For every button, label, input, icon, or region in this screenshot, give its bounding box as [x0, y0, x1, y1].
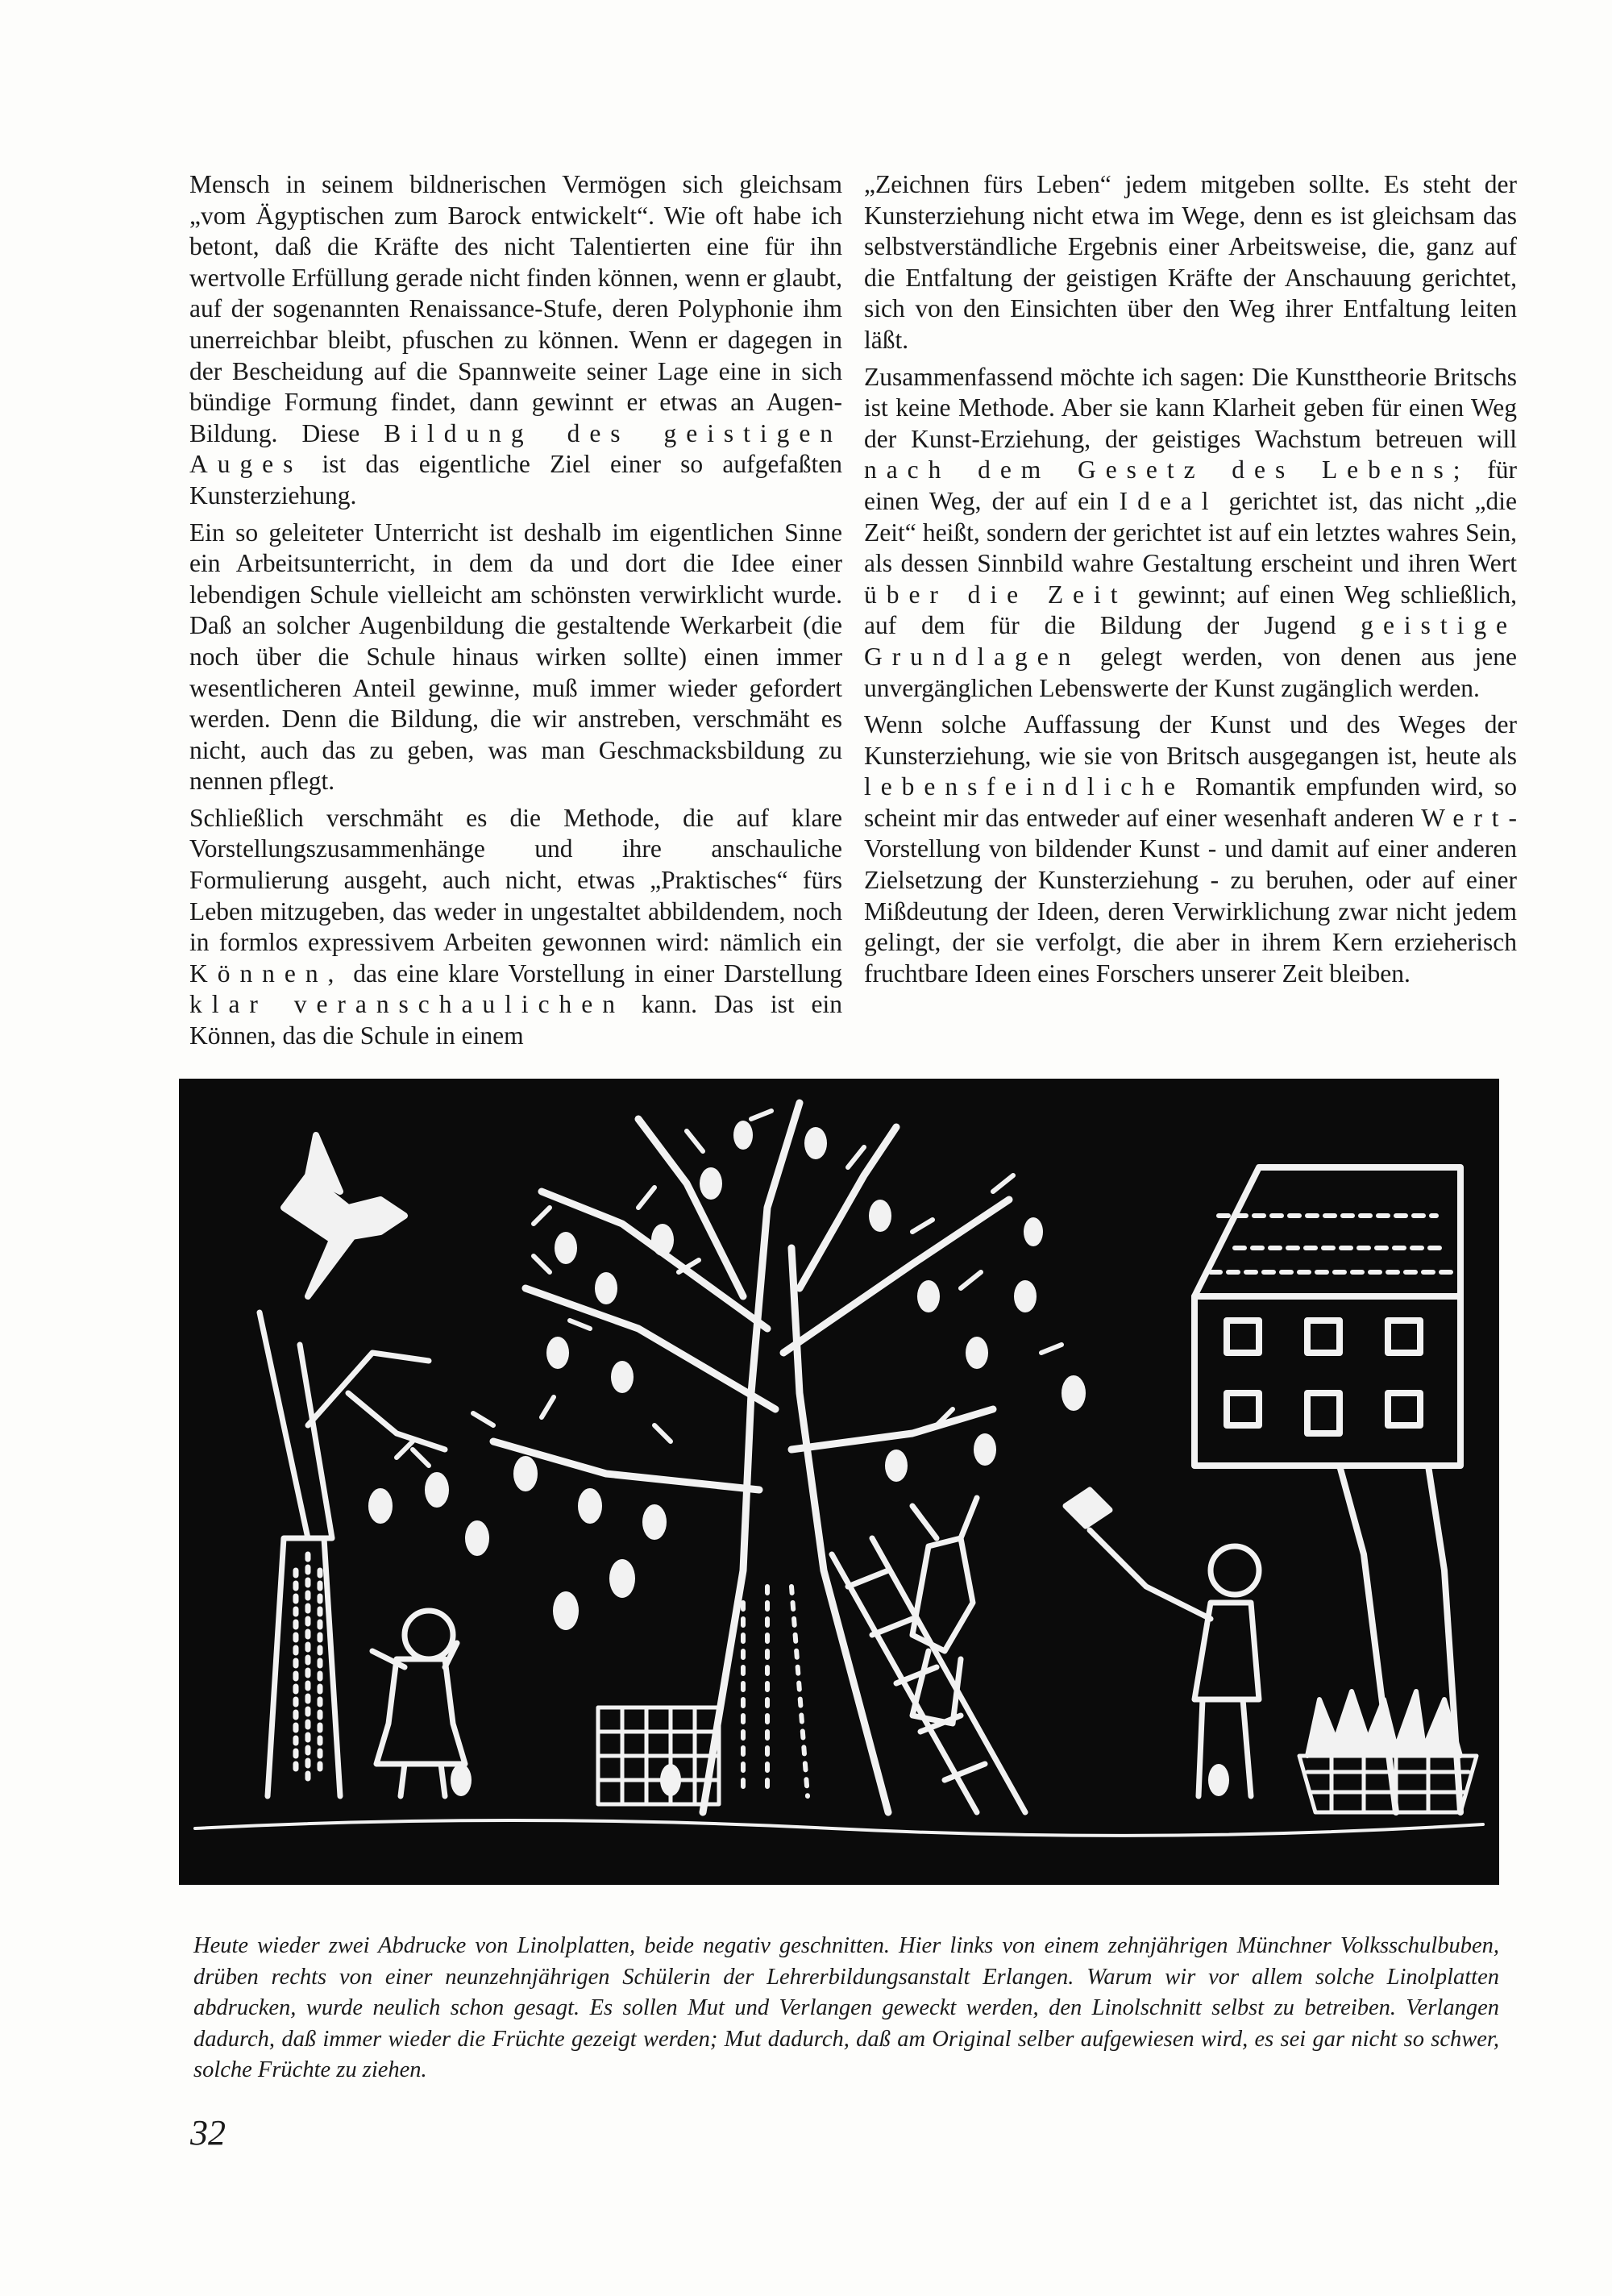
left-column: [189, 169, 842, 1058]
emphasis-spaced: Ideal: [1119, 486, 1219, 515]
left-paragraph-2: Ein so geleiteter Unterricht ist deshalb im eigentlichen Sinne ein Arbeitsunterricht, in dem da und dort die Idee einer lebendigen Schule vielleicht am schönsten verwirklicht wurde. Daß an solcher Augenbildung die gestaltende Werkarbeit (die noch über die Schule hinaus wirken sollte) einen immer wesentlicheren Anteil gewinne, muß immer wieder gefordert werden. Denn die Bildung, die wir anstreben, verschmäht es nicht, auch das zu geben, was man Geschmacksbildung zu nennen pflegt.: [189, 518, 842, 796]
emphasis-spaced: geistige Grundlagen: [864, 611, 1518, 671]
emphasis-spaced: lebensfeindliche: [864, 772, 1185, 801]
emphasis-spaced: Bildung des geistigen Auges: [189, 418, 842, 479]
emphasis-spaced: Können,: [189, 959, 344, 988]
figure-caption: Heute wieder zwei Abdrucke von Linolplatten, beide negativ geschnitten. Hier links von einem zehnjährigen Münchner Volksschulbuben, drüben rechts von einer neunzehnjährigen Schülerin der Lehrerbildungsanstalt Erlangen. Warum wir vor allem solche Linolplatten abdrucken, wurde neulich schon gesagt. Es sollen Mut und Verlangen geweckt werden, den Linolschnitt selbst zu betreiben. Verlangen dadurch, daß immer wieder die Früchte gezeigt werden; Mut dadurch, daß am Original selber aufgewiesen wird, es sei gar nicht so schwer, solche Früchte zu ziehen.: [193, 1933, 1499, 2082]
right-paragraph-3: Wenn solche Auffassung der Kunst und des Weges der Kunsterziehung, wie sie von Britsch ausgegangen ist, heute als lebensfeindliche Romantik empfunden wird, so scheint mir das entweder auf einer wesenhaft anderen Wert-Vorstellung von bildender Kunst - und damit auf einer anderen Zielsetzung der Kunsterziehung - zu beruhen, oder auf einer Mißdeutung der Ideen, deren Verwirklichung zwar nicht jedem gelingt, der sie verfolgt, die aber in ihrem Kern erzieherisch fruchtbare Ideen eines Forschers unserer Zeit bleiben.: [864, 710, 1517, 988]
linocut-print: [179, 1079, 1499, 1885]
emphasis-spaced: nach dem Gesetz des Lebens;: [864, 455, 1470, 485]
right-column: [864, 169, 1517, 995]
left-paragraph-1: Mensch in seinem bildnerischen Vermögen sich gleichsam „vom Ägyptischen zum Barock entwickelt“. Wie oft habe ich betont, daß die Kräfte des nicht Talentierten eine für ihn wertvolle Erfüllung gerade nicht finden können, wenn er glaubt, auf der sogenannten Renaissance-Stufe, deren Polyphonie ihm unerreichbar bleibt, pfuschen zu können. Wenn er dagegen in der Bescheidung auf die Spannweite seiner Lage eine in sich bündige Formung findet, dann gewinnt er etwas an Augen-Bildung. Diese Bildung des geistigen Auges ist das eigentliche Ziel einer so aufgefaßten Kunsterziehung.: [189, 170, 843, 510]
emphasis-spaced: Wert: [1421, 803, 1509, 832]
page-number: 32: [190, 2113, 226, 2152]
emphasis-spaced: klar veranschaulichen: [189, 990, 625, 1019]
left-paragraph-3: Schließlich verschmäht es die Methode, die auf klare Vorstellungszusammenhänge und ihre anschauliche Formulierung ausgeht, auch nicht, etwas „Praktisches“ fürs Leben mitzugeben, das weder in ungestaltet abbildendem, noch in formlos expressivem Arbeiten gewonnen wird: nämlich ein Können, das eine klare Vorstellung in einer Darstellung klar veranschaulichen kann. Das ist ein Können, das die Schule in einem: [189, 803, 843, 1050]
right-paragraph-2: Zusammenfassend möchte ich sagen: Die Kunsttheorie Britschs ist keine Methode. Aber sie kann Klarheit geben für einen Weg der Kunst-Erziehung, der geistiges Wachstum betreuen will nach dem Gesetz des Lebens; für einen Weg, der auf ein Ideal gerichtet ist, das nicht „die Zeit“ heißt, sondern der gerichtet ist auf ein letztes wahres Sein, als dessen Sinnbild wahre Gestaltung erscheint und ihren Wert über die Zeit gewinnt; auf einen Weg schließlich, auf dem für die Bildung der Jugend geistige Grundlagen gelegt werden, von denen aus jene unvergänglichen Lebenswerte der Kunst zugänglich werden.: [864, 362, 1518, 702]
linocut-illustration: [187, 1087, 1491, 1877]
emphasis-spaced: über die Zeit: [864, 580, 1128, 609]
right-paragraph-1: „Zeichnen fürs Leben“ jedem mitgeben sollte. Es steht der Kunsterziehung nicht etwa im Wege, denn es ist gleichsam das selbstverständliche Ergebnis einer Arbeitsweise, die, ganz auf die Entfaltung der geistigen Kräfte der Anschauung gerichtet, sich von den Einsichten über den Weg ihrer Entfaltung leiten läßt.: [864, 170, 1517, 354]
